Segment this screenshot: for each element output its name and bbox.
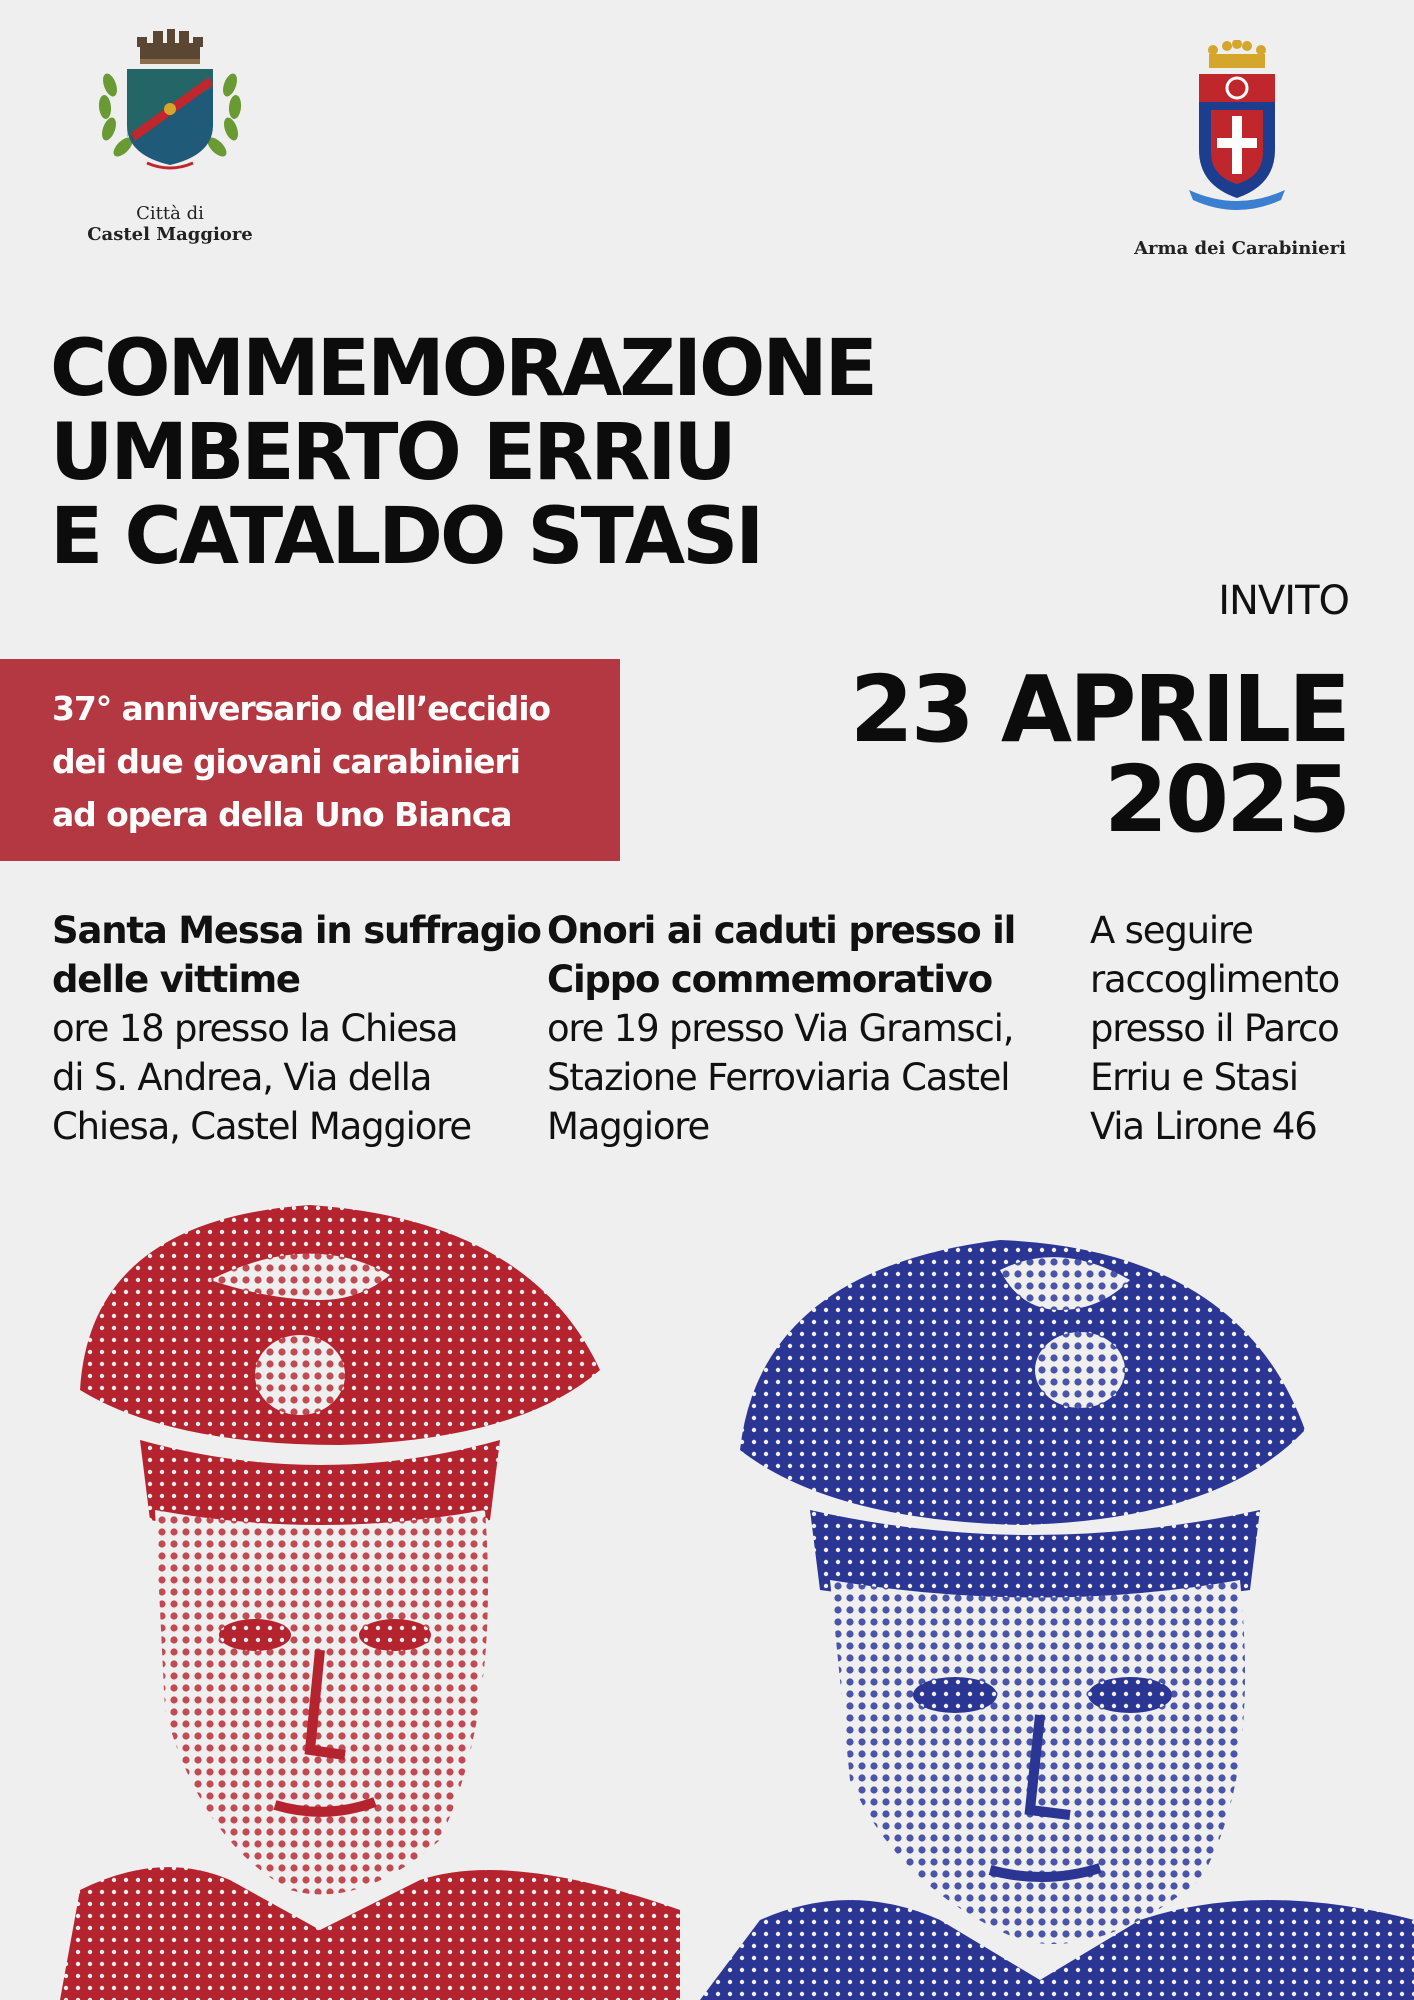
event-mass-heading-line2: delle vittime: [52, 958, 300, 1001]
carabinieri-crest-logo: [1185, 40, 1290, 210]
portrait-cataldo-stasi: [700, 1220, 1414, 2000]
event-mass-line1: ore 18 presso la Chiesa: [52, 1007, 458, 1050]
date-line2: 2025: [1103, 746, 1348, 853]
caption-line1: Città di: [136, 203, 204, 224]
caption-line2: Castel Maggiore: [87, 224, 253, 245]
crown-icon: [137, 29, 203, 64]
banner-line3: ad opera della Uno Bianca: [52, 795, 512, 834]
event-mass-line3: Chiesa, Castel Maggiore: [52, 1105, 471, 1148]
event-honors-line3: Maggiore: [547, 1105, 710, 1148]
event-gathering-details: [1090, 906, 1339, 1151]
event-honors-line2: Stazione Ferroviaria Castel: [547, 1056, 1010, 1099]
banner-line1: 37° anniversario dell’eccidio: [52, 689, 550, 728]
event-gathering-line3: presso il Parco: [1090, 1007, 1339, 1050]
event-gathering-line1: A seguire: [1090, 909, 1253, 952]
event-honors: [547, 906, 1015, 1151]
event-mass: [52, 906, 541, 1151]
page-title: [50, 324, 875, 582]
banner-line2: dei due giovani carabinieri: [52, 742, 520, 781]
portrait-umberto-erriu: [60, 1190, 680, 2000]
title-line1: COMMEMORAZIONE: [50, 324, 875, 414]
event-honors-line1: ore 19 presso Via Gramsci,: [547, 1007, 1014, 1050]
event-mass-heading: [52, 906, 541, 1004]
event-honors-details: [547, 1004, 1015, 1151]
event-mass-line2: di S. Andrea, Via della: [52, 1056, 432, 1099]
title-line3: E CATALDO STASI: [50, 492, 762, 582]
invito-label: INVITO: [1218, 578, 1349, 624]
event-honors-heading: [547, 906, 1015, 1004]
event-gathering-line2: raccoglimento: [1090, 958, 1340, 1001]
event-gathering-line4: Erriu e Stasi: [1090, 1056, 1298, 1099]
date-line1: 23 APRILE: [849, 656, 1348, 763]
event-mass-details: [52, 1004, 541, 1151]
carabinieri-caption: Arma dei Carabinieri: [1134, 238, 1346, 259]
castel-maggiore-crest-logo: [85, 25, 255, 175]
event-honors-heading-line2: Cippo commemorativo: [547, 958, 992, 1001]
event-gathering-line5: Via Lirone 46: [1090, 1105, 1317, 1148]
event-gathering: [1090, 906, 1339, 1151]
castel-maggiore-caption: [60, 203, 280, 245]
event-date: [849, 656, 1348, 853]
crown-icon: [1208, 40, 1266, 68]
title-line2: UMBERTO ERRIU: [50, 408, 734, 498]
anniversary-banner-text: [52, 682, 612, 841]
event-mass-heading-line1: Santa Messa in suffragio: [52, 909, 541, 952]
event-honors-heading-line1: Onori ai caduti presso il: [547, 909, 1016, 952]
